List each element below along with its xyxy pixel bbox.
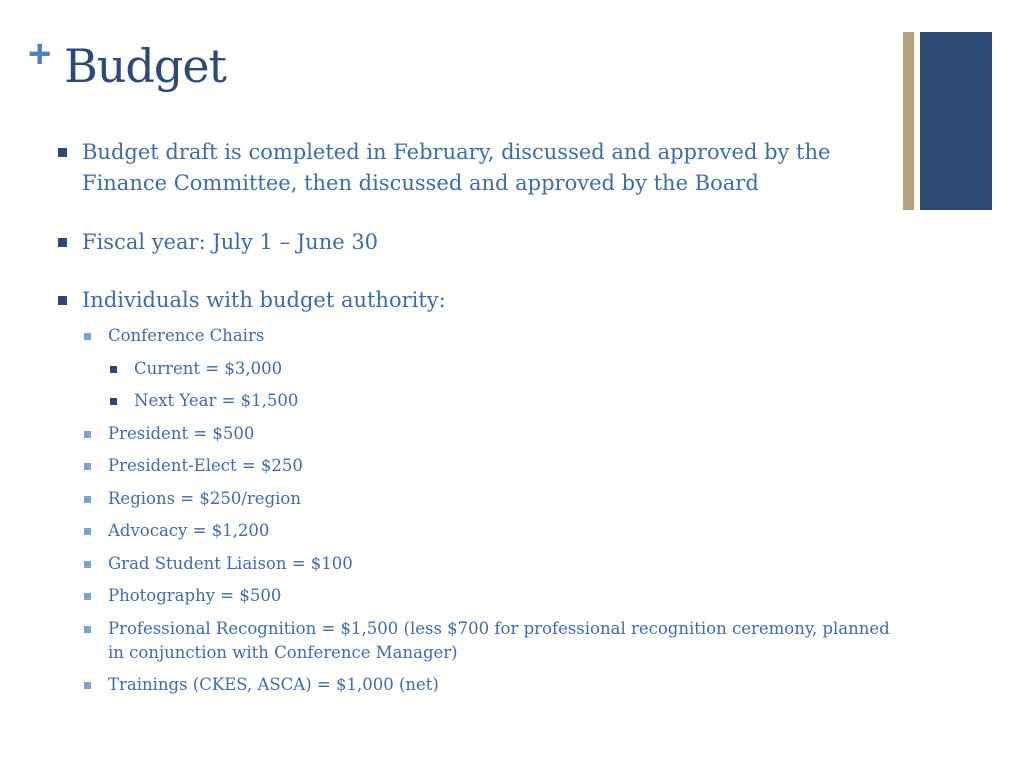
slide-title: Budget	[64, 39, 227, 93]
sub-item-text: Grad Student Liaison = $100	[108, 554, 353, 573]
bullet-text: Fiscal year: July 1 – June 30	[82, 230, 379, 254]
square-bullet-icon	[110, 398, 117, 405]
sub-item-text: Professional Recognition = $1,500 (less $700 for professional recognition ceremony, planned in conjunction with Conference Manager)	[108, 619, 890, 662]
sub-item-text: Photography = $500	[108, 586, 282, 605]
sub-item-text: President-Elect = $250	[108, 456, 303, 475]
square-bullet-icon	[84, 496, 91, 503]
sub-item-text: Trainings (CKES, ASCA) = $1,000 (net)	[108, 675, 439, 694]
square-bullet-icon	[84, 463, 91, 470]
square-bullet-icon	[84, 333, 91, 340]
square-bullet-icon	[110, 366, 117, 373]
bullet-text: Individuals with budget authority:	[82, 288, 446, 312]
chair-item-text: Current = $3,000	[134, 359, 283, 378]
sub-item-text: President = $500	[108, 424, 255, 443]
square-bullet-icon	[84, 626, 91, 633]
decorative-tan-bar	[903, 32, 914, 210]
chair-item-text: Next Year = $1,500	[134, 391, 299, 410]
square-bullet-icon	[84, 682, 91, 689]
sub-item-text: Conference Chairs	[108, 326, 265, 345]
square-bullet-icon	[84, 593, 91, 600]
sub-item-text: Advocacy = $1,200	[108, 521, 270, 540]
square-bullet-icon	[58, 238, 67, 247]
square-bullet-icon	[58, 148, 67, 157]
plus-icon: +	[28, 32, 52, 76]
square-bullet-icon	[58, 296, 67, 305]
bullet-text: Budget draft is completed in February, discussed and approved by the Finance Committee, then discussed and approved by the Board	[82, 140, 831, 195]
sub-item-text: Regions = $250/region	[108, 489, 301, 508]
square-bullet-icon	[84, 528, 91, 535]
square-bullet-icon	[84, 431, 91, 438]
square-bullet-icon	[84, 561, 91, 568]
decorative-blue-block	[920, 32, 992, 210]
